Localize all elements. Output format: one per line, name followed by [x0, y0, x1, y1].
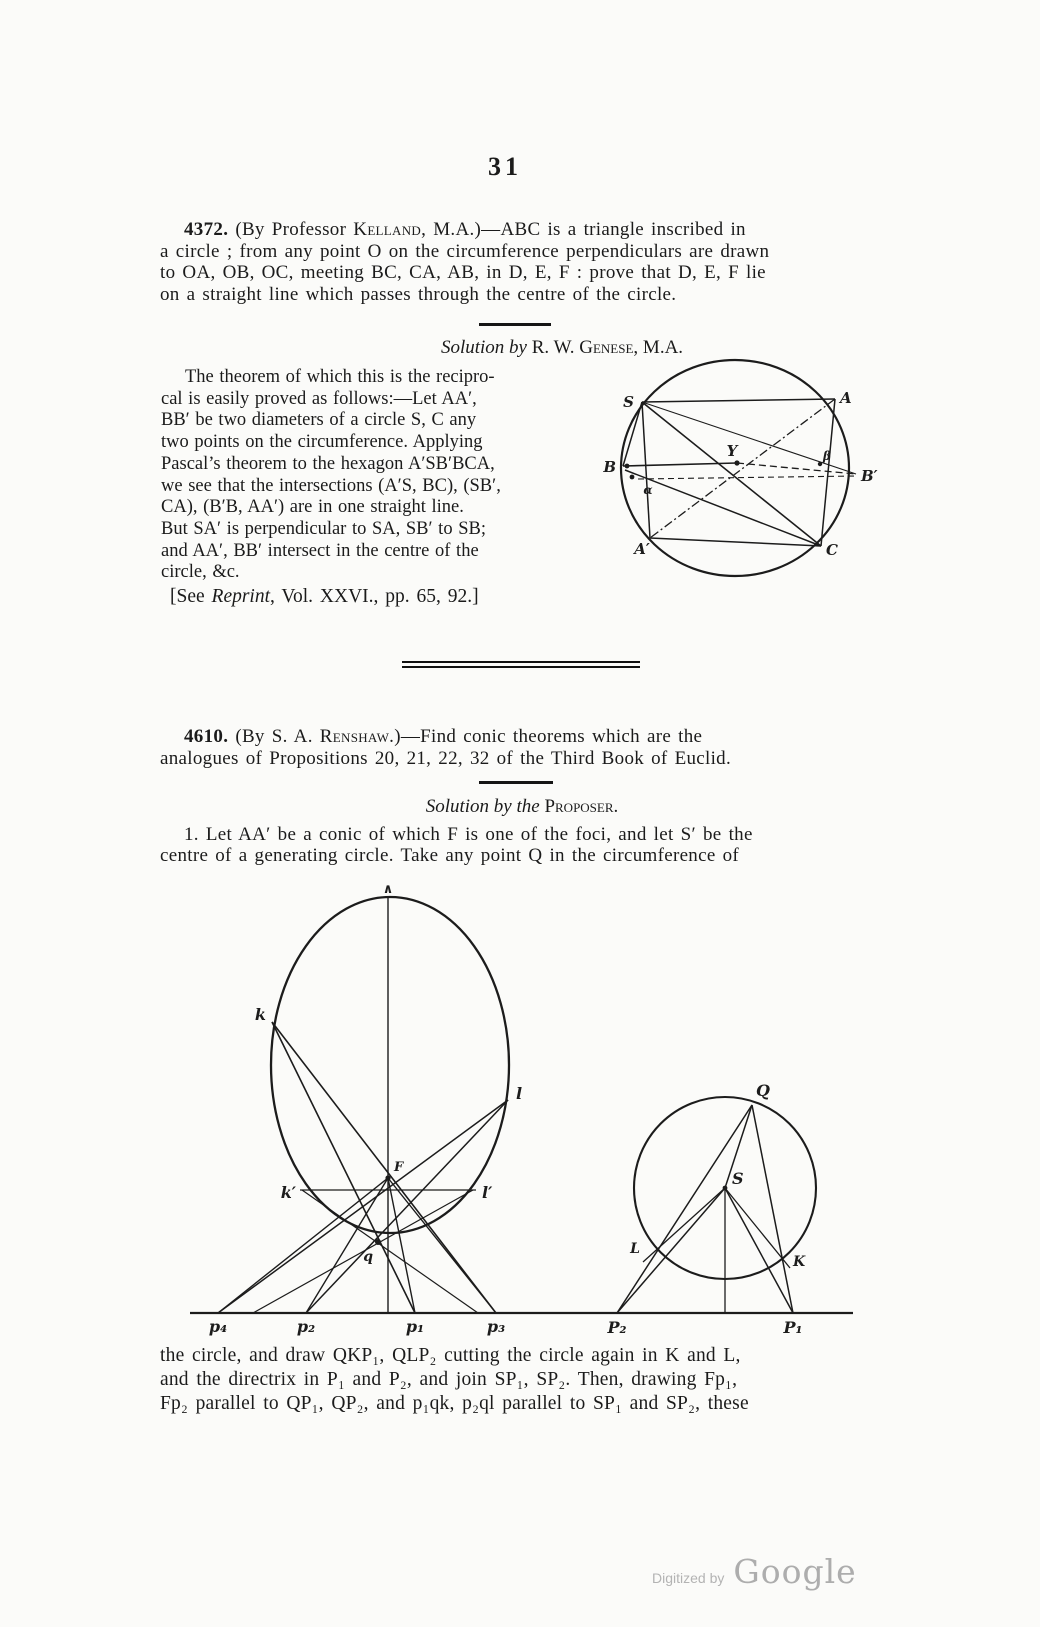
fig1-label-A-prime: A′ — [634, 540, 650, 558]
line-Q-K-P1 — [752, 1105, 793, 1313]
statement-pre: (By Professor — [235, 219, 354, 240]
reprint-reference — [170, 586, 479, 608]
fig3-label-P2: P₂ — [607, 1318, 627, 1337]
solution-heading-proposer — [160, 796, 884, 818]
fig1-label-A: A — [840, 389, 852, 407]
fig2-label-apex: ∧ — [382, 882, 394, 897]
statement-post: , M.A.)—ABC is a triangle inscribed in — [421, 219, 746, 240]
point-beta — [818, 462, 822, 466]
fig2-label-l: l — [516, 1084, 523, 1103]
text-line: Fp₂ parallel to QP₁, QP₂, and p₁qk, p₂ql parallel to SP₁ and SP₂, these — [160, 1393, 749, 1414]
problem-4610-statement — [160, 726, 884, 769]
fig3-label-Q: Q — [756, 1081, 770, 1100]
problem-number: 4372. — [184, 219, 229, 240]
chord-S-L — [643, 1188, 725, 1262]
text-line: to OA, OB, OC, meeting BC, CA, AB, in D, E, F : prove that D, E, F lie — [160, 262, 766, 283]
reprint-pre: [See — [170, 586, 212, 607]
fig2-label-p2: p₂ — [296, 1317, 316, 1336]
fig3-label-L: L — [630, 1241, 640, 1257]
text-line: circle, &c. — [161, 562, 240, 583]
point-S-center — [723, 1186, 728, 1191]
text-line: centre of a generating circle. Take any point Q in the circumference of — [160, 845, 740, 866]
text-line: we see that the intersections (A′S, BC), (SB′, — [161, 475, 501, 496]
google-logo-text: Google — [733, 1552, 857, 1591]
fig2-label-F: F — [394, 1160, 404, 1175]
text-line: and AA′, BB′ intersect in the centre of the — [161, 540, 479, 561]
double-rule-divider — [402, 661, 640, 668]
fig1-label-B: B — [603, 458, 616, 476]
solver-degree: , M.A. — [633, 337, 684, 358]
conic-paragraph — [160, 824, 890, 866]
fig1-label-C: C — [826, 541, 838, 559]
fig2-label-k: k — [254, 1005, 266, 1024]
author-name-kelland: Kelland — [353, 219, 422, 240]
ellipse-conic-outline — [271, 897, 509, 1233]
text-line: CA), (B′B, AA′) are in one straight line. — [161, 497, 464, 518]
statement-post: .)—Find conic theorems which are the — [389, 726, 703, 747]
chord-A-prime-C — [650, 538, 821, 546]
text-line: cal is easily proved as follows:—Let AA′, — [161, 388, 477, 409]
fig2-label-k-prime: k′ — [280, 1183, 296, 1202]
text-line: and the directrix in P₁ and P₂, and join SP₁, SP₂. Then, drawing Fp₁, — [160, 1369, 738, 1390]
bottom-paragraph — [160, 1344, 892, 1416]
divider-rule — [479, 781, 553, 784]
text-line: analogues of Propositions 20, 21, 22, 32 of the Third Book of Euclid. — [160, 747, 732, 769]
page-number: 31 — [488, 152, 522, 181]
fig3-label-P1: P₁ — [783, 1318, 803, 1337]
problem-number: 4610. — [184, 726, 229, 747]
text-line: The theorem of which this is the recipro- — [185, 367, 495, 387]
fig1-label-S: S — [623, 393, 634, 411]
divider-rule — [479, 323, 551, 326]
text-line: the circle, and draw QKP₁, QLP₂ cutting the circle again in K and L, — [160, 1345, 741, 1366]
fig2-label-q: q — [363, 1249, 373, 1265]
point-F — [385, 1175, 390, 1180]
figure-circle-pascal-hexagon — [580, 352, 900, 592]
solution-by-text: Solution by the — [425, 796, 545, 817]
solver-name-proposer: Proposer — [544, 796, 614, 817]
text-line: BB′ be two diameters of a circle S, C any — [161, 410, 477, 431]
text-line: But SA′ is perpendicular to SA, SB′ to SB; — [161, 518, 486, 539]
fig3-label-S: S — [732, 1169, 744, 1188]
text-line — [160, 726, 884, 748]
fig2-label-l-prime: l′ — [482, 1183, 493, 1202]
fig3-label-K: K — [793, 1254, 806, 1270]
text-line: 1. Let AA′ be a conic of which F is one of the foci, and let S′ be the — [184, 824, 753, 845]
line-l-q-p2 — [306, 1100, 508, 1313]
text-line: Pascal’s theorem to the hexagon A′SB′BCA, — [161, 453, 495, 474]
fig2-label-p3: p₃ — [486, 1317, 506, 1336]
text-line: two points on the circumference. Applying — [161, 432, 483, 453]
line-k-F-p3 — [272, 1022, 496, 1313]
text-line: on a straight line which passes through the centre of the circle. — [160, 283, 677, 305]
figure-conic-and-generating-circle — [170, 865, 870, 1345]
chord-SA-prime — [642, 402, 653, 538]
reprint-title: Reprint — [211, 586, 271, 607]
solution-text-4372 — [161, 367, 583, 584]
diameter-AA-prime — [650, 399, 835, 538]
point-Y — [734, 460, 739, 465]
line-F-p4 — [218, 1178, 388, 1313]
solver-name-genese: R. W. Genese — [531, 337, 634, 358]
line-S-P1 — [725, 1188, 793, 1313]
digitized-by-text: Digitized by — [652, 1570, 725, 1586]
text-line: a circle ; from any point O on the circumference perpendiculars are drawn — [160, 240, 770, 262]
heading-period: . — [613, 796, 619, 817]
point-alpha — [630, 475, 635, 480]
fig2-label-p1: p₁ — [405, 1317, 425, 1336]
point-q — [375, 1239, 381, 1245]
author-name-renshaw: S. A. Renshaw — [271, 726, 390, 747]
line-l-F-p4 — [218, 1100, 508, 1313]
line-F-p1 — [388, 1178, 415, 1313]
statement-pre: (By — [235, 726, 272, 747]
solution-by-text: Solution by — [440, 337, 532, 358]
point-B — [625, 464, 630, 469]
problem-4372-statement — [160, 219, 884, 305]
chord-S-K — [725, 1188, 790, 1268]
line-alpha-B-prime — [638, 476, 856, 479]
chord-SA — [642, 399, 835, 402]
fig1-label-alpha: α — [643, 483, 653, 497]
fig1-label-beta: β — [823, 449, 831, 463]
fig2-label-p4: p₄ — [208, 1317, 228, 1336]
google-watermark — [652, 1552, 857, 1591]
text-line — [160, 219, 884, 241]
fig1-label-Y: Y — [726, 442, 738, 460]
fig1-label-B-prime: B′ — [861, 467, 878, 485]
reprint-post: , Vol. XXVI., pp. 65, 92.] — [270, 586, 479, 607]
